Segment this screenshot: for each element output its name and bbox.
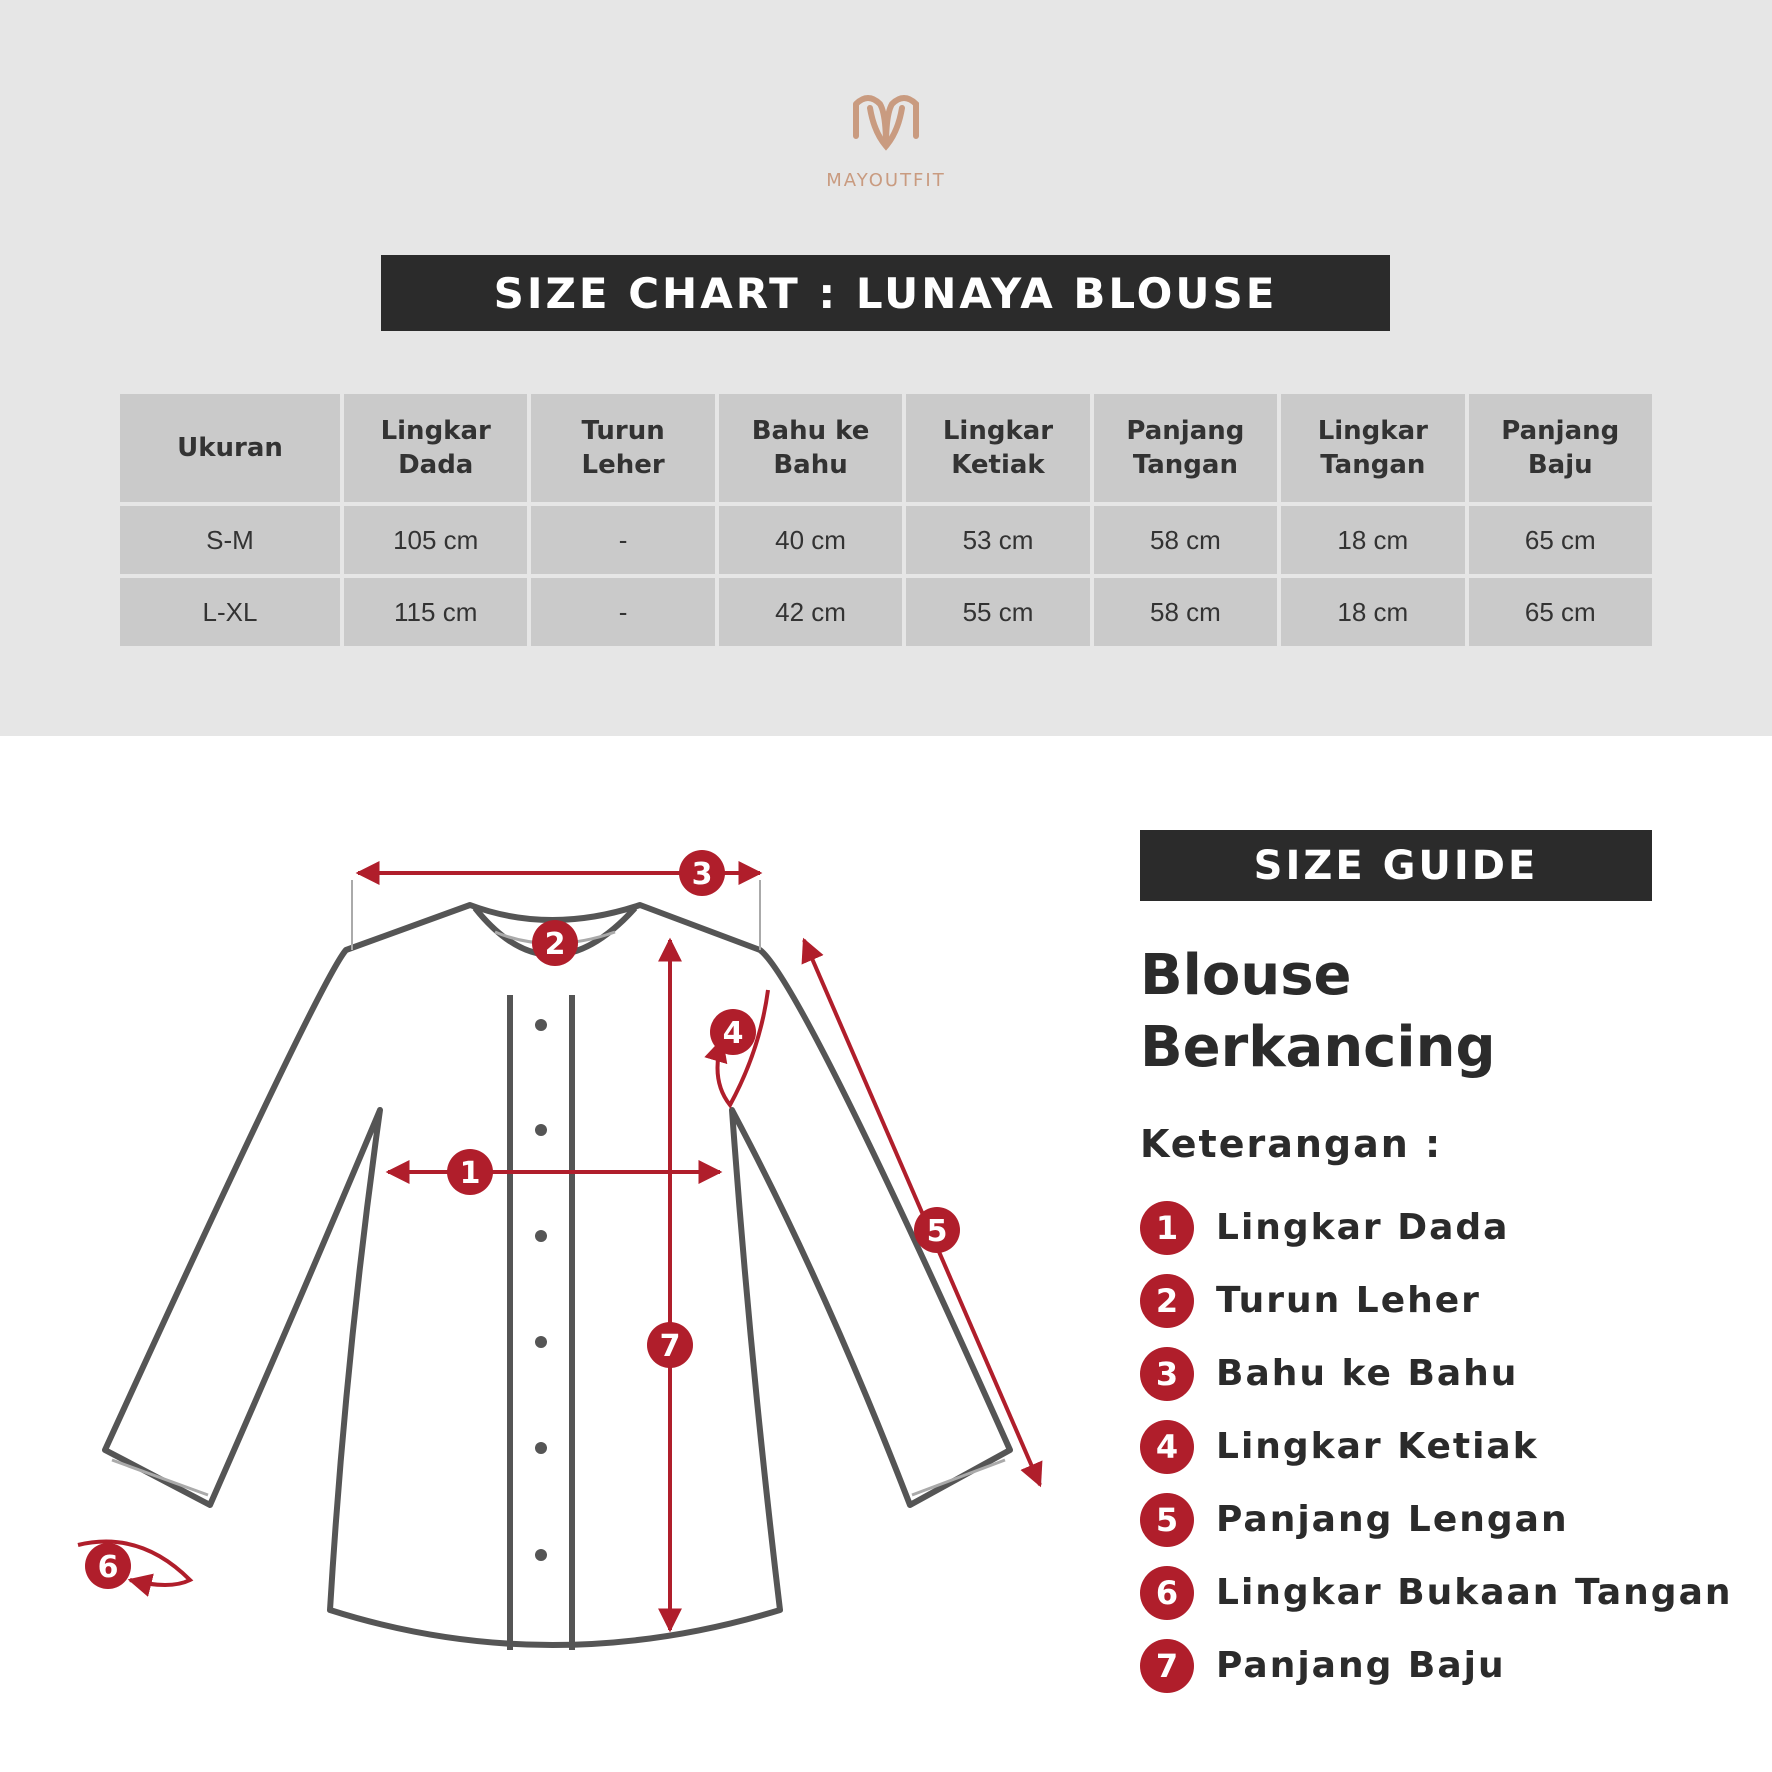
legend-number-badge: 3 xyxy=(1140,1347,1194,1401)
legend-item xyxy=(1140,1419,1760,1474)
brand-logo xyxy=(820,70,952,200)
table-cell: 58 cm xyxy=(1094,578,1277,646)
header-lingkar-tangan: Lingkar Tangan xyxy=(1281,394,1464,502)
blouse-diagram xyxy=(70,840,1070,1720)
svg-text:3: 3 xyxy=(691,857,713,892)
blouse-outline xyxy=(105,905,1010,1650)
legend-label: Panjang Lengan xyxy=(1216,1499,1569,1540)
header-lingkar-dada: Lingkar Dada xyxy=(344,394,527,502)
legend-label: Lingkar Bukaan Tangan xyxy=(1216,1572,1733,1613)
table-cell: 42 cm xyxy=(719,578,902,646)
table-cell: - xyxy=(531,506,714,574)
legend-item xyxy=(1140,1200,1760,1255)
legend-list xyxy=(1140,1200,1760,1711)
legend-item xyxy=(1140,1492,1760,1547)
marker-6 xyxy=(85,1543,131,1589)
marker-7 xyxy=(647,1322,693,1368)
marker-2 xyxy=(532,920,578,966)
size-chart-table xyxy=(116,390,1656,650)
svg-text:7: 7 xyxy=(659,1329,681,1364)
table-header-row xyxy=(120,394,1652,502)
svg-text:1: 1 xyxy=(459,1156,481,1191)
legend-label: Panjang Baju xyxy=(1216,1645,1506,1686)
legend-number-badge: 7 xyxy=(1140,1639,1194,1693)
marker-1 xyxy=(447,1149,493,1195)
mayoutfit-logo-icon xyxy=(850,84,922,156)
legend-label: Bahu ke Bahu xyxy=(1216,1353,1519,1394)
legend-label: Lingkar Dada xyxy=(1216,1207,1510,1248)
legend-number-badge: 5 xyxy=(1140,1493,1194,1547)
header-ukuran: Ukuran xyxy=(120,394,340,502)
legend-item xyxy=(1140,1638,1760,1693)
table-cell: 40 cm xyxy=(719,506,902,574)
legend-number-badge: 6 xyxy=(1140,1566,1194,1620)
svg-text:6: 6 xyxy=(97,1550,119,1585)
legend-number-badge: 2 xyxy=(1140,1274,1194,1328)
size-chart-title: SIZE CHART : LUNAYA BLOUSE xyxy=(381,255,1390,331)
marker-4 xyxy=(710,1009,756,1055)
table-cell: 105 cm xyxy=(344,506,527,574)
table-cell: 65 cm xyxy=(1469,506,1652,574)
marker-3 xyxy=(679,850,725,896)
product-name: Blouse Berkancing xyxy=(1140,943,1496,1080)
table-cell: S-M xyxy=(120,506,340,574)
table-cell: 115 cm xyxy=(344,578,527,646)
table-cell: - xyxy=(531,578,714,646)
header-panjang-tangan: Panjang Tangan xyxy=(1094,394,1277,502)
marker-5 xyxy=(914,1207,960,1253)
table-cell: 18 cm xyxy=(1281,506,1464,574)
brand-name: MAYOUTFIT xyxy=(826,170,946,191)
legend-label: Lingkar Ketiak xyxy=(1216,1426,1539,1467)
legend-label: Turun Leher xyxy=(1216,1280,1481,1321)
svg-text:2: 2 xyxy=(544,927,566,962)
legend-title: Keterangan : xyxy=(1140,1122,1443,1166)
legend-item xyxy=(1140,1273,1760,1328)
table-cell: 55 cm xyxy=(906,578,1089,646)
legend-item xyxy=(1140,1565,1760,1620)
svg-text:5: 5 xyxy=(926,1214,948,1249)
table-row xyxy=(120,506,1652,574)
table-row xyxy=(120,578,1652,646)
legend-number-badge: 4 xyxy=(1140,1420,1194,1474)
header-bahu-ke-bahu: Bahu ke Bahu xyxy=(719,394,902,502)
header-lingkar-ketiak: Lingkar Ketiak xyxy=(906,394,1089,502)
legend-number-badge: 1 xyxy=(1140,1201,1194,1255)
header-turun-leher: Turun Leher xyxy=(531,394,714,502)
table-cell: L-XL xyxy=(120,578,340,646)
table-cell: 53 cm xyxy=(906,506,1089,574)
table-cell: 18 cm xyxy=(1281,578,1464,646)
table-cell: 65 cm xyxy=(1469,578,1652,646)
table-cell: 58 cm xyxy=(1094,506,1277,574)
legend-item xyxy=(1140,1346,1760,1401)
size-guide-title: SIZE GUIDE xyxy=(1140,830,1652,901)
header-panjang-baju: Panjang Baju xyxy=(1469,394,1652,502)
svg-text:4: 4 xyxy=(722,1016,744,1051)
